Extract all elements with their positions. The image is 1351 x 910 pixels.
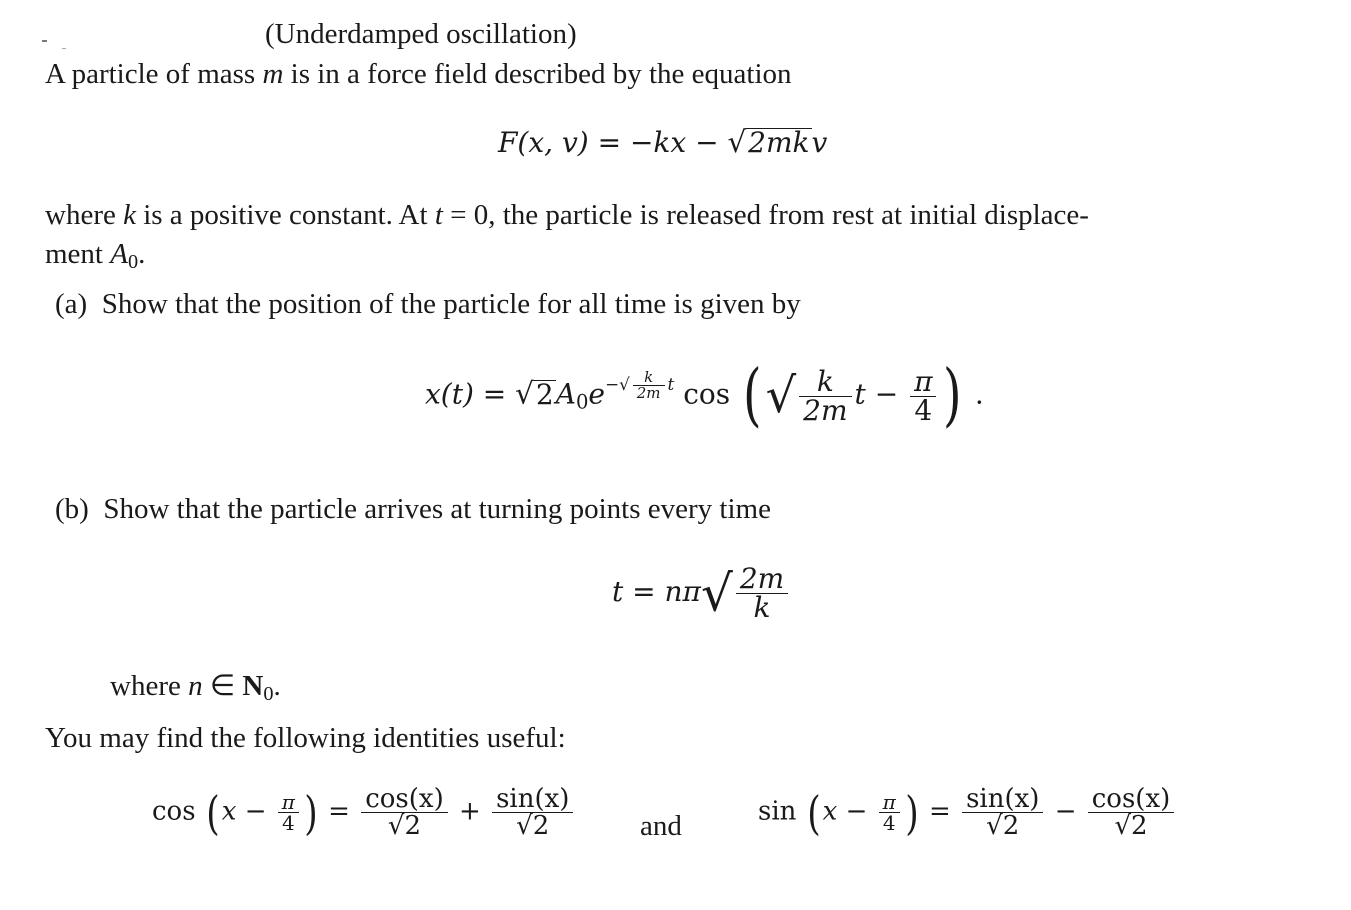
intro-paragraph: A particle of mass m is in a force field described by the equation [45,58,792,90]
cos-over-root2: $\frac{\cos(x)}{√2}$ [361,786,448,839]
part-a-label: (a) [55,288,88,320]
where-paragraph-line1: where k is a positive constant. At t = 0, the particle is released from rest at initial displace- [45,199,1089,231]
sqrt-fraction: $\frac{k}{2m}$ [799,368,851,425]
pi-over-four: $\frac{\pi}{4}$ [910,368,936,425]
position-equation: $x(t) = √2A_0e^{-√ \frac{k}{2m} t}$ cos (√ $\frac{k}{2m}$ t − $\frac{\pi}{4}$ ) . [425,356,984,435]
force-equation: F(x, v) = −kx − √2mkv [498,125,828,159]
part-b-label: (b) [55,493,89,525]
identities-intro: You may find the following identities useful: [45,722,566,754]
right-paren: ) [943,356,963,435]
part-b-prompt: (b) Show that the particle arrives at turning points every time [55,493,771,525]
cos-over-root2: $\frac{\cos(x)}{√2}$ [1088,786,1175,839]
sin-over-root2: $\frac{\sin(x)}{√2}$ [962,786,1043,839]
left-paren: ( [806,785,821,840]
and-word: and [640,810,682,842]
right-paren: ) [905,785,919,840]
pi-over-four: $\frac{\pi}{4}$ [879,792,900,833]
left-paren: ( [206,785,220,840]
stray-mark [42,40,47,42]
sqrt-sign: √ [515,376,534,411]
var-m: m [262,58,284,90]
sqrt-radicand: 2mk [748,126,810,159]
stray-mark [62,48,66,49]
right-paren: ) [304,785,318,840]
where-n-line: where n ∈ $N_0$. [110,670,281,706]
where-paragraph-line2: ment $A_0$. [45,238,146,274]
part-a-prompt: (a) Show that the position of the particle for all time is given by [55,288,801,320]
sin-over-root2: $\frac{\sin(x)}{√2}$ [492,786,573,839]
exponent: −√ k 2m t [605,368,675,403]
sqrt-fraction: $\frac{2m}{k}$ [736,565,788,622]
exponent-fraction: $\frac{k}{2m}$ [633,370,665,401]
turning-time-equation: t = nπ√ $\frac{2m}{k}$ [612,565,791,622]
identity-sin: sin (x − $\frac{\pi}{4}$ ) = $\frac{\sin(x)}{√2}$ − $\frac{\cos(x)}{√2}$ [758,786,1177,839]
identity-cos: cos (x − $\frac{\pi}{4}$ ) = $\frac{\cos(x)}{√2}$ + $\frac{\sin(x)}{√2}$ [152,786,576,839]
sqrt-sign: √ [727,125,747,159]
sqrt-radicand: 2 [535,377,554,411]
problem-title: (Underdamped oscillation) [265,18,577,50]
sqrt-sign: √ [765,368,797,424]
sqrt-sign: √ [700,564,733,623]
left-paren: ( [743,356,762,435]
pi-over-four: $\frac{\pi}{4}$ [278,792,299,833]
